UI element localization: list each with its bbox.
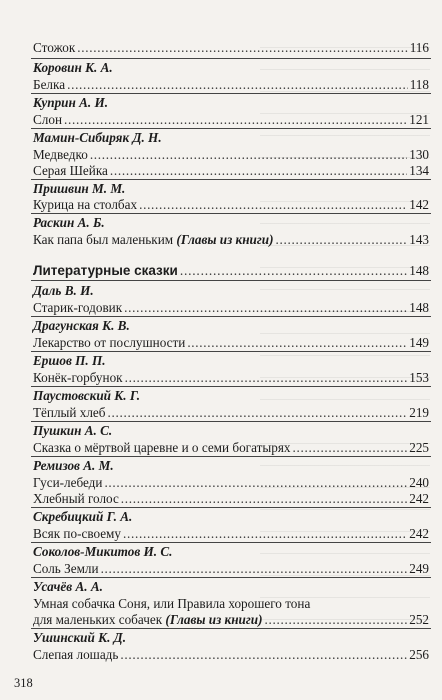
page-ref: 225 [409, 440, 429, 455]
author-name: Раскин А. Б. [33, 215, 105, 230]
dot-leader [125, 370, 408, 386]
page-ref: 252 [409, 612, 429, 627]
page-ref: 242 [409, 491, 429, 506]
toc-entry[interactable] [33, 612, 429, 629]
entry-title [33, 112, 62, 128]
entry-title-text: Всяк по-своему [33, 526, 121, 541]
divider-rule [31, 351, 431, 352]
entry-title-text: Соль Земли [33, 561, 99, 576]
divider-rule [31, 421, 431, 422]
entry-title [33, 197, 137, 213]
entry-title-text: Курица на столбах [33, 197, 138, 212]
page-ref: 149 [409, 335, 429, 350]
page-number: 318 [14, 676, 33, 690]
entry-title-text: Медведко [33, 147, 88, 162]
entry-title [33, 300, 122, 316]
page-ref: 242 [409, 526, 429, 541]
author-name: Даль В. И. [33, 283, 94, 298]
page-ref: 134 [409, 163, 429, 178]
dot-leader [121, 491, 407, 507]
toc-entry[interactable] [33, 112, 429, 129]
divider-rule [31, 93, 431, 94]
divider-rule [31, 628, 431, 629]
entry-title-text: Старик-годовик [33, 300, 123, 315]
author-name: Пушкин А. С. [33, 423, 113, 438]
page-ref: 121 [409, 112, 429, 127]
entry-subtitle: (Главы из книги) [165, 612, 263, 627]
toc-entry[interactable] [33, 370, 429, 387]
entry-title [33, 612, 263, 628]
dot-leader [67, 77, 408, 93]
entry-title-text: Серая Шейка [33, 163, 108, 178]
page-ref: 148 [409, 300, 429, 315]
dot-leader [123, 526, 407, 542]
author-name: Мамин-Сибиряк Д. Н. [33, 130, 162, 145]
author-name: Куприн А. И. [33, 95, 109, 110]
divider-rule [31, 280, 431, 281]
divider-rule [31, 542, 431, 543]
entry-title-text: Белка [33, 77, 66, 92]
author-name: Ушинский К. Д. [33, 630, 126, 645]
entry-title-text: Стожок [33, 40, 76, 55]
entry-title-text: Лекарство от послушности [33, 335, 186, 350]
entry-title [33, 370, 123, 386]
dot-leader [110, 163, 407, 179]
page-ref: 142 [409, 197, 429, 212]
toc-entry[interactable] [33, 232, 429, 249]
divider-rule [31, 128, 431, 129]
author-name: Коровин К. А. [33, 60, 113, 75]
toc-entry[interactable] [33, 491, 429, 508]
entry-title [33, 335, 185, 351]
dot-leader [64, 112, 407, 128]
dot-leader [180, 263, 407, 279]
dot-leader [101, 561, 408, 577]
toc-entry[interactable] [33, 440, 429, 457]
author-name: Драгунская К. В. [33, 318, 130, 333]
dot-leader [77, 40, 407, 56]
page-ref: 219 [409, 405, 429, 420]
page-ref: 148 [409, 263, 429, 278]
toc-entry[interactable] [33, 147, 429, 164]
entry-title [33, 163, 108, 179]
page-ref: 249 [409, 561, 429, 576]
divider-rule [31, 179, 431, 180]
divider-rule [31, 213, 431, 214]
entry-title-text: Тёплый хлеб [33, 405, 106, 420]
toc-entry[interactable] [33, 77, 429, 94]
entry-title-text: Слон [33, 112, 63, 127]
entry-title [33, 40, 75, 56]
toc-entry[interactable] [33, 40, 429, 57]
dot-leader [104, 475, 407, 491]
entry-title [33, 526, 121, 542]
author-name: Ремизов А. М. [33, 458, 114, 473]
entry-title [33, 647, 118, 663]
page-ref: 116 [409, 40, 429, 55]
toc-entry[interactable] [33, 475, 429, 492]
author-name: Ершов П. П. [33, 353, 106, 368]
entry-title [33, 491, 119, 507]
section-title: Литературные сказки [33, 263, 178, 278]
entry-title-text: Как папа был маленьким [33, 232, 174, 247]
dot-leader [124, 300, 407, 316]
entry-title-text: Сказка о мёртвой царевне и о семи богатырях [33, 440, 291, 455]
entry-title [33, 475, 102, 491]
entry-title-text: Слепая лошадь [33, 647, 119, 662]
page-ref: 153 [409, 370, 429, 385]
author-name: Усачёв А. А. [33, 579, 103, 594]
toc-entry[interactable] [33, 405, 429, 422]
divider-rule [31, 456, 431, 457]
toc-entry[interactable] [33, 163, 429, 180]
section-heading [33, 263, 429, 280]
entry-title [33, 232, 274, 248]
page-ref: 256 [409, 647, 429, 662]
divider-rule [31, 507, 431, 508]
entry-title [33, 77, 65, 93]
divider-rule [31, 386, 431, 387]
entry-title [33, 405, 106, 421]
dot-leader [139, 197, 407, 213]
entry-title-text: Гуси-лебеди [33, 475, 103, 490]
toc-entry[interactable] [33, 647, 429, 664]
dot-leader [265, 612, 408, 628]
entry-title-text: Хлебный голос [33, 491, 119, 506]
toc-entry[interactable] [33, 197, 429, 214]
page-ref: 143 [409, 232, 429, 247]
entry-title [33, 147, 88, 163]
entry-title-text: Конёк-горбунок [33, 370, 123, 385]
dot-leader [90, 147, 407, 163]
author-name: Скребицкий Г. А. [33, 509, 133, 524]
entry-title-line: Умная собачка Соня, или Правила хорошего тона [33, 596, 311, 611]
author-name: Пришвин М. М. [33, 181, 126, 196]
divider-rule [31, 316, 431, 317]
page-ref: 118 [409, 77, 429, 92]
author-name: Паустовский К. Г. [33, 388, 141, 403]
author-name: Соколов-Микитов И. С. [33, 544, 173, 559]
entry-title [33, 440, 290, 456]
page-ref: 240 [409, 475, 429, 490]
dot-leader [120, 647, 407, 663]
toc-entry[interactable] [33, 561, 429, 578]
divider-rule [31, 58, 431, 59]
dot-leader [187, 335, 407, 351]
dot-leader [292, 440, 407, 456]
dot-leader [276, 232, 408, 248]
dot-leader [108, 405, 408, 421]
entry-title-text: для маленьких собачек [33, 612, 163, 627]
page-ref: 130 [409, 147, 429, 162]
entry-title [33, 561, 99, 577]
toc-entry[interactable] [33, 335, 429, 352]
divider-rule [31, 577, 431, 578]
entry-subtitle: (Главы из книги) [176, 232, 274, 247]
toc-entry[interactable] [33, 526, 429, 543]
toc-entry[interactable] [33, 300, 429, 317]
